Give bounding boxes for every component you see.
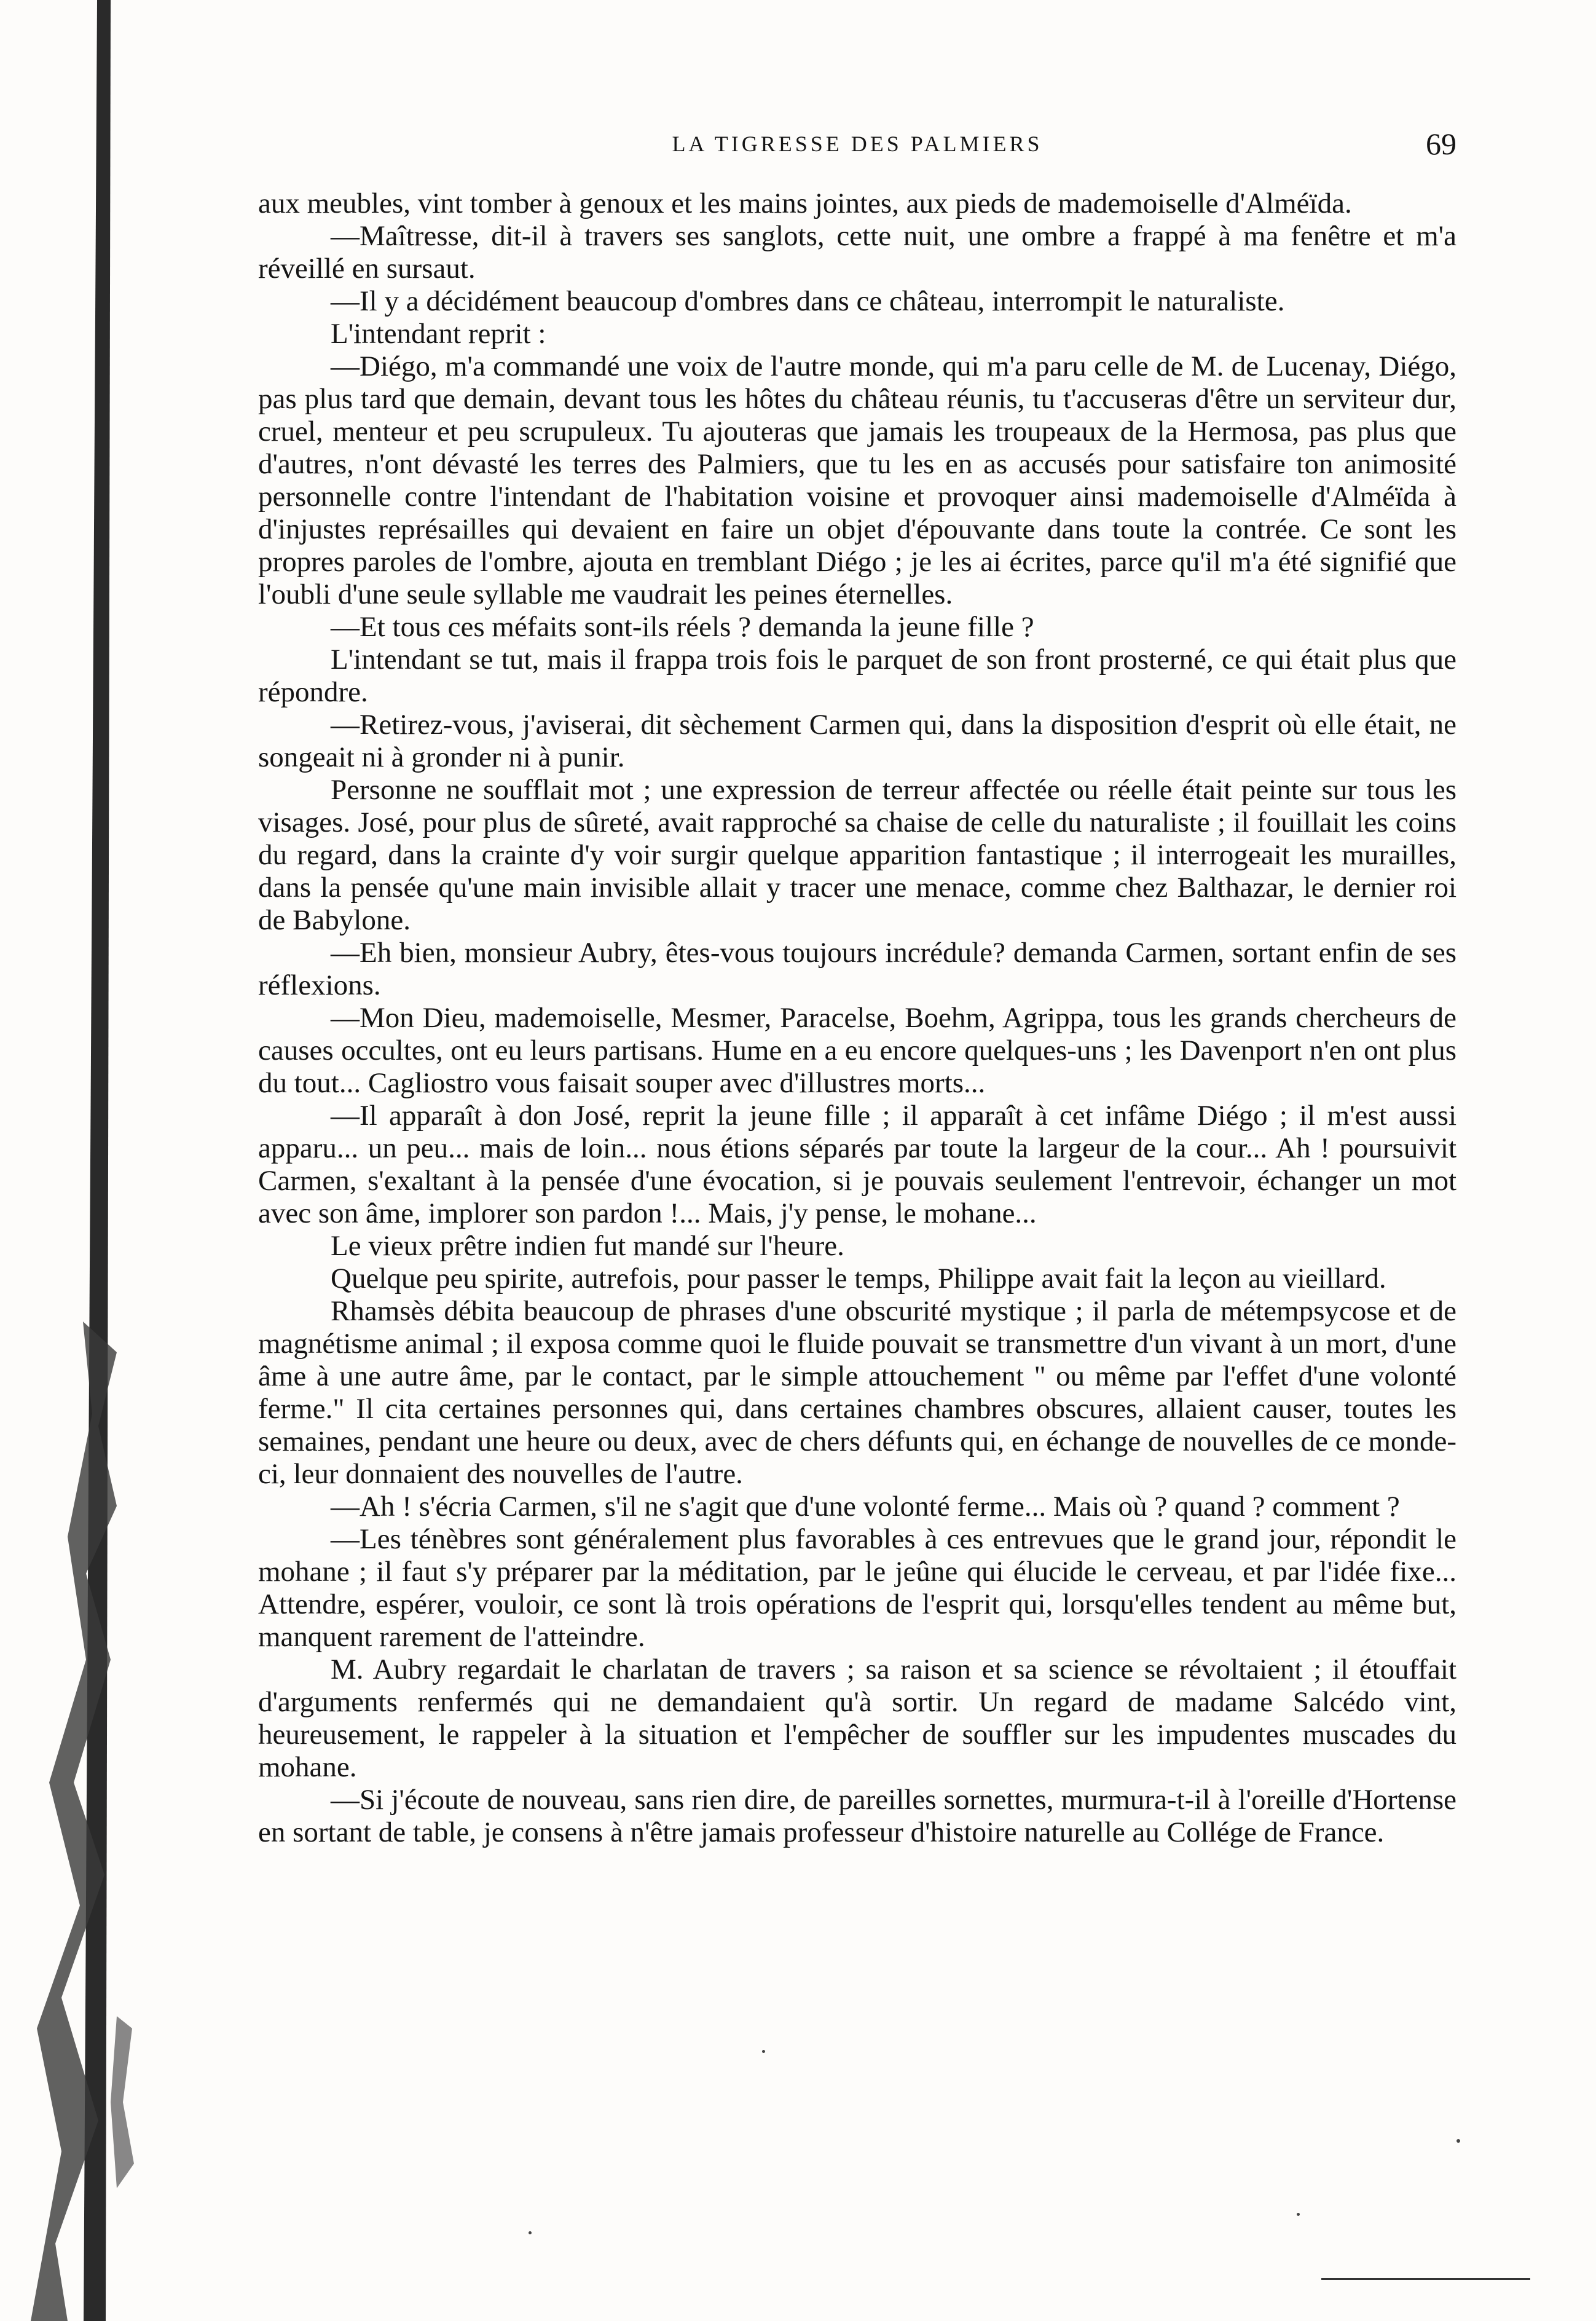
paragraph: Rhamsès débita beaucoup de phrases d'une obscurité mystique ; il parla de métempsycose et de magnétisme animal ; il exposa comme quoi le fluide pouvait se transmettre d'un vivant à un mort, d'une âme à une autre âme, par le contact, par le simple attouchement " ou même par l'effet d'une volonté ferme." Il cita certaines personnes qui, dans certaines chambres obscures, allaient causer, toutes les semaines, pendant une heure ou deux, avec de chers défunts qui, en échange de nouvelles de ce monde-ci, leur donnaient des nouvelles de l'autre. bbox=[258, 1295, 1456, 1490]
bottom-rule bbox=[1321, 2278, 1530, 2280]
paragraph: L'intendant reprit : bbox=[331, 318, 546, 350]
paragraph: Quelque peu spirite, autrefois, pour passer le temps, Philippe avait fait la leçon au vieillard. bbox=[331, 1263, 1386, 1294]
book-binding-edge bbox=[25, 0, 135, 2321]
paragraph: —Les ténèbres sont généralement plus favorables à ces entrevues que le grand jour, répondit le mohane ; il faut s'y préparer par la méditation, par le jeûne qui élucide le cerveau, et par l'idée fixe... Attendre, espérer, vouloir, ce sont là trois opérations de l'esprit qui, lorsqu'elles tendent au même but, manquent rarement de l'atteindre. bbox=[258, 1523, 1456, 1653]
paragraph: L'intendant se tut, mais il frappa trois fois le parquet de son front prosterné, ce qui était plus que répondre. bbox=[258, 644, 1456, 708]
paragraph: Personne ne soufflait mot ; une expression de terreur affectée ou réelle était peinte sur tous les visages. José, pour plus de sûreté, avait rapproché sa chaise de celle du naturaliste ; il fouillait les coins du regard, dans la crainte d'y voir surgir quelque apparition fantastique ; il interrogeait les murailles, dans la pensée qu'une main invisible allait y tracer une menace, comme chez Balthazar, le dernier roi de Babylone. bbox=[258, 774, 1456, 936]
paragraph: —Mon Dieu, mademoiselle, Mesmer, Paracelse, Boehm, Agrippa, tous les grands chercheurs de causes occultes, ont eu leurs partisans. Hume en a eu encore quelques-uns ; les Davenport n'en ont plus du tout... Cagliostro vous faisait souper avec d'illustres morts... bbox=[258, 1002, 1456, 1099]
paragraph: —Eh bien, monsieur Aubry, êtes-vous toujours incrédule? demanda Carmen, sortant enfin de ses réflexions. bbox=[258, 937, 1456, 1001]
paragraph: M. Aubry regardait le charlatan de travers ; sa raison et sa science se révoltaient ; il étouffait d'arguments renfermés qui ne demandaient qu'à sortir. Un regard de madame Salcédo vint, heureusement, le rappeler à la situation et l'empêcher de souffler sur les impudentes muscades du mohane. bbox=[258, 1653, 1456, 1783]
page-header bbox=[258, 126, 1456, 163]
paragraph: —Et tous ces méfaits sont-ils réels ? demanda la jeune fille ? bbox=[331, 611, 1034, 643]
print-speck bbox=[529, 2231, 532, 2234]
body-text bbox=[258, 187, 1456, 1849]
paragraph: —Maîtresse, dit-il à travers ses sanglots, cette nuit, une ombre a frappé à ma fenêtre et m'a réveillé en sursaut. bbox=[258, 220, 1456, 285]
paragraph: —Retirez-vous, j'aviserai, dit sèchement Carmen qui, dans la disposition d'esprit où elle était, ne songeait ni à gronder ni à punir. bbox=[258, 709, 1456, 773]
running-title: LA TIGRESSE DES PALMIERS bbox=[672, 132, 1043, 156]
paragraph: —Il apparaît à don José, reprit la jeune fille ; il apparaît à cet infâme Diégo ; il m'est aussi apparu... un peu... mais de loin... nous étions séparés par toute la largeur de la cour... Ah ! poursuivit Carmen, s'exaltant à la pensée d'une évocation, si je pouvais seulement l'entrevoir, échanger un mot avec son âme, implorer son pardon !... Mais, j'y pense, le mohane... bbox=[258, 1100, 1456, 1229]
paragraph: —Si j'écoute de nouveau, sans rien dire, de pareilles sornettes, murmura-t-il à l'oreille d'Hortense en sortant de table, je consens à n'être jamais professeur d'histoire naturelle au Collége de France. bbox=[258, 1784, 1456, 1848]
print-speck bbox=[762, 2050, 765, 2053]
print-speck bbox=[1297, 2213, 1300, 2216]
page-number: 69 bbox=[1426, 127, 1456, 161]
paragraph: Le vieux prêtre indien fut mandé sur l'heure. bbox=[331, 1230, 844, 1262]
print-speck bbox=[1456, 2139, 1460, 2143]
paragraph: aux meubles, vint tomber à genoux et les mains jointes, aux pieds de mademoiselle d'Alméïda. bbox=[258, 187, 1352, 219]
paragraph: —Diégo, m'a commandé une voix de l'autre monde, qui m'a paru celle de M. de Lucenay, Diégo, pas plus tard que demain, devant tous les hôtes du château réunis, tu t'accuseras d'être un serviteur dur, cruel, menteur et peu scrupuleux. Tu ajouteras que jamais les troupeaux de la Hermosa, pas plus que d'autres, n'ont dévasté les terres des Palmiers, que tu les en as accusés pour satisfaire ton animosité personnelle contre l'intendant de l'habitation voisine et provoquer ainsi mademoiselle d'Alméïda à d'injustes représailles qui devaient en faire un objet d'épouvante dans toute la contrée. Ce sont les propres paroles de l'ombre, ajouta en tremblant Diégo ; je les ai écrites, parce qu'il m'a été signifié que l'oubli d'une seule syllable me vaudrait les peines éternelles. bbox=[258, 350, 1456, 610]
paragraph: —Il y a décidément beaucoup d'ombres dans ce château, interrompit le naturaliste. bbox=[331, 285, 1285, 317]
paragraph: —Ah ! s'écria Carmen, s'il ne s'agit que d'une volonté ferme... Mais où ? quand ? comment ? bbox=[331, 1491, 1400, 1523]
